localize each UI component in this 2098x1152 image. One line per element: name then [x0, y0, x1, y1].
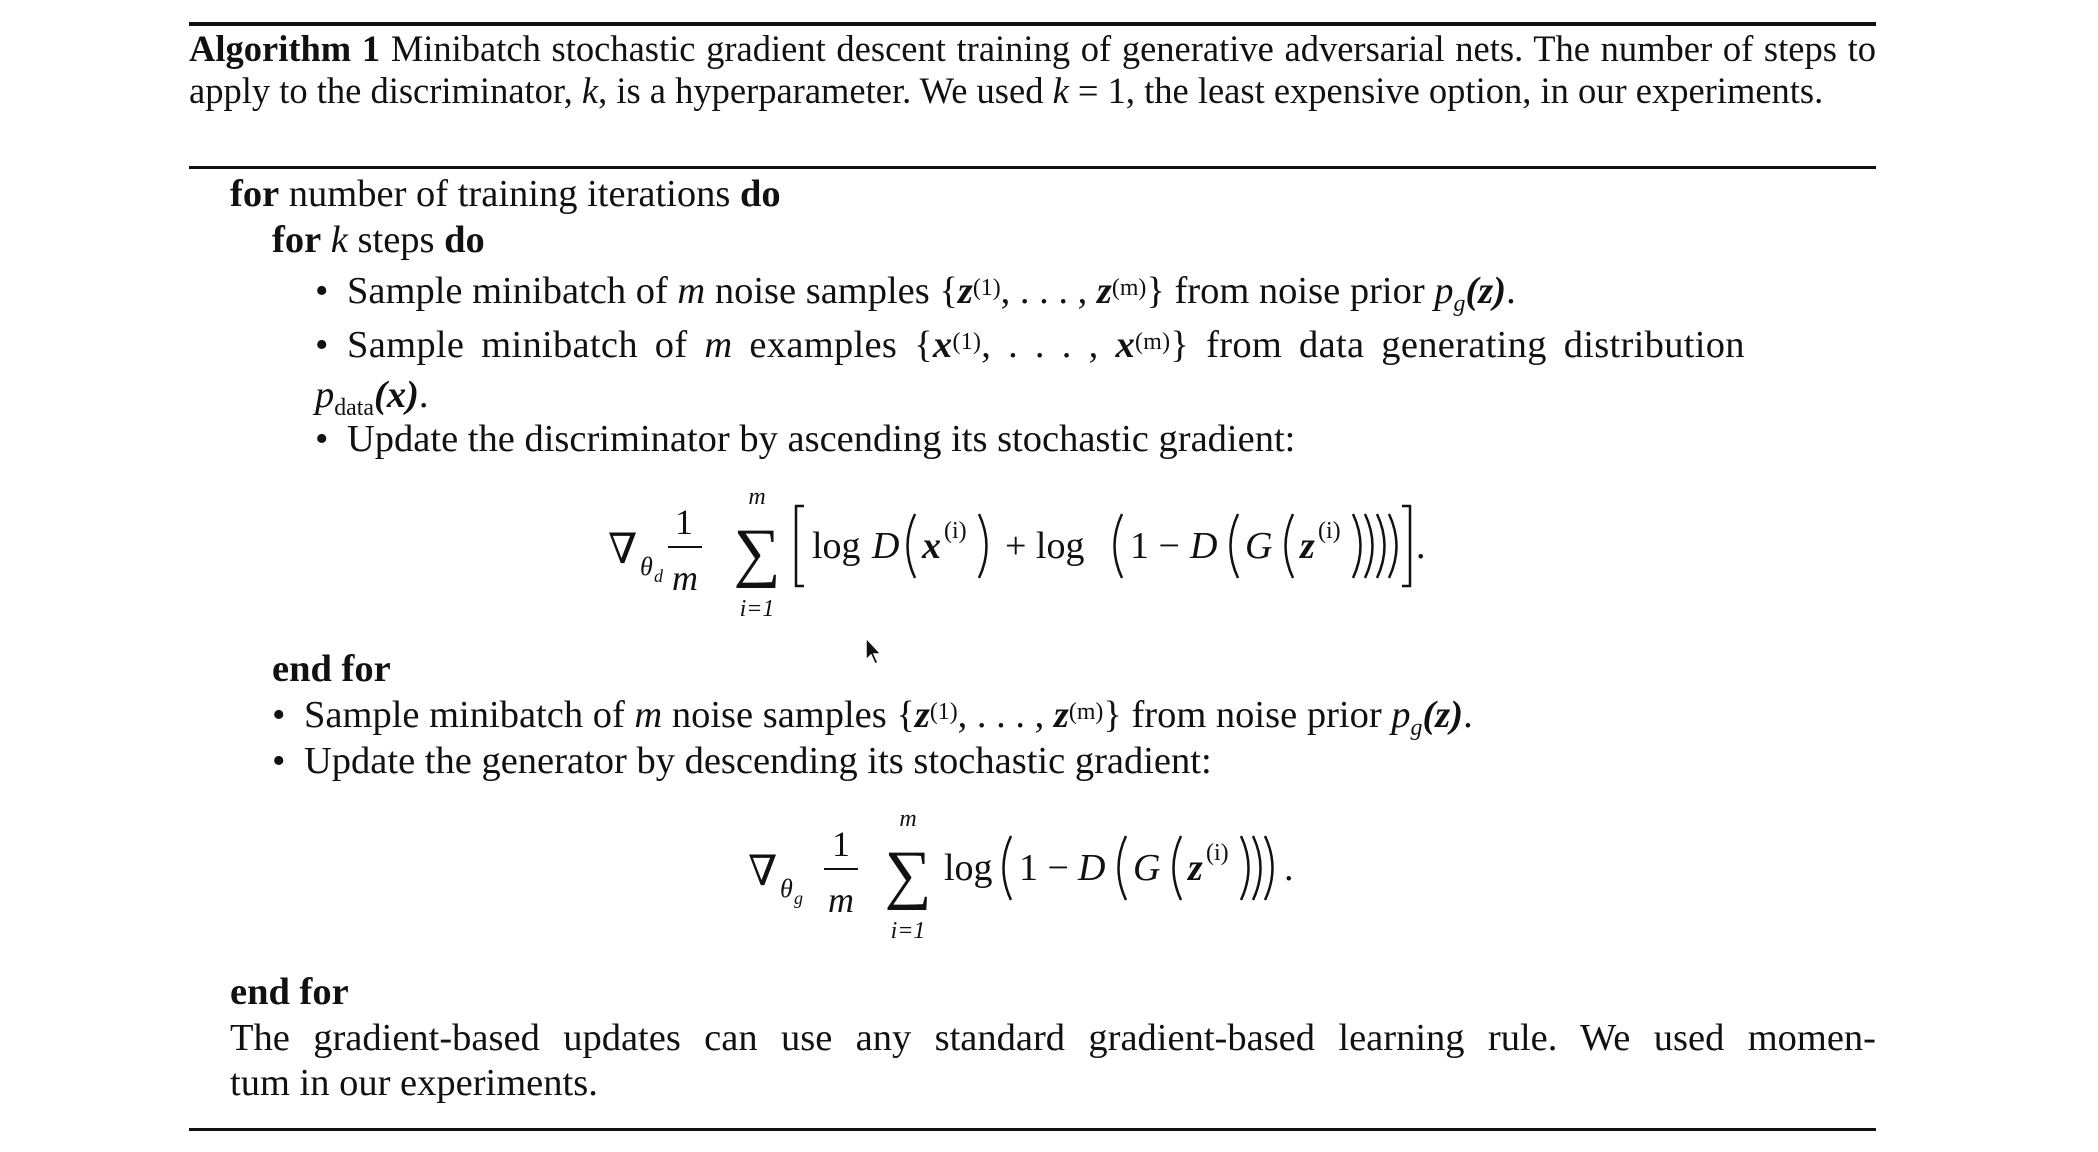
math-z: z	[957, 270, 973, 312]
inner-for-keyword: for	[272, 219, 322, 261]
step-text: noise samples {	[662, 694, 915, 736]
math-dots: , . . . ,	[957, 694, 1054, 736]
superscript: (1)	[972, 274, 1001, 301]
math-z: z	[914, 694, 930, 736]
generator-symbol: G	[1133, 847, 1161, 889]
superscript: (m)	[1068, 698, 1104, 725]
math-x: x	[932, 324, 953, 366]
superscript: (1)	[929, 698, 958, 725]
fraction-numerator: 1	[832, 824, 850, 864]
top-rule	[189, 22, 1876, 26]
bullet-icon: •	[272, 694, 286, 736]
bullet-icon: •	[315, 270, 329, 312]
caption-text-2: , is a hyperparameter. We used	[598, 70, 1053, 111]
math-dots: , . . . ,	[1000, 270, 1097, 312]
fraction-denominator: m	[828, 880, 854, 920]
math-z: z	[1053, 694, 1069, 736]
period: .	[1506, 270, 1516, 312]
summation-symbol: ∑	[733, 516, 781, 589]
nabla-symbol: ∇	[608, 527, 638, 573]
math-m: m	[677, 270, 706, 312]
bullet-icon: •	[272, 740, 286, 782]
outer-do-keyword: do	[740, 173, 781, 215]
caption-text-1: Minibatch stochastic gradient descent training of generative adversarial nets. The number of steps to apply to the discriminator,	[189, 28, 1877, 111]
inner-end-for: end for	[272, 648, 391, 690]
step-text: examples {	[732, 324, 933, 366]
math-m: m	[704, 324, 733, 366]
caption-rule	[189, 166, 1876, 169]
discriminator-symbol: D	[1078, 847, 1106, 889]
math-p: p	[1434, 270, 1454, 312]
equation-period: .	[1416, 525, 1426, 567]
step-text: Update the generator by descending its stochastic gradient:	[304, 740, 1212, 782]
sum-upper-limit: m	[899, 806, 917, 832]
inner-examples-step	[315, 322, 1876, 373]
sum-upper-limit: m	[748, 484, 766, 510]
math-m: m	[634, 694, 663, 736]
inner-loop-text: steps	[347, 219, 445, 261]
log-function: log	[812, 525, 861, 567]
fraction-numerator: 1	[675, 502, 693, 542]
outer-loop-header	[230, 171, 781, 217]
math-p: p	[315, 374, 335, 416]
update-discriminator-step	[315, 416, 1295, 462]
step-text: Sample minibatch of	[347, 324, 705, 366]
discriminator-symbol: D	[1190, 525, 1218, 567]
period: .	[418, 374, 429, 416]
superscript-i: (i)	[944, 518, 967, 544]
step-text: Update the discriminator by ascending its stochastic gradient:	[347, 418, 1296, 460]
bullet-icon: •	[315, 418, 329, 460]
theta-subscript: d	[654, 566, 663, 586]
nabla-symbol: ∇	[748, 849, 778, 895]
data-sample-x: x	[922, 525, 941, 567]
discriminator-gradient-equation	[600, 478, 1580, 633]
subscript: g	[1453, 291, 1466, 318]
noise-sample-z: z	[1188, 847, 1203, 889]
period: .	[1463, 694, 1473, 736]
inner-loop-header	[272, 217, 485, 263]
equation-period: .	[1284, 847, 1294, 889]
math-p: p	[1391, 694, 1411, 736]
step-text: Sample minibatch of	[304, 694, 635, 736]
one-minus: 1 −	[1130, 525, 1180, 567]
outer-loop-text: number of training iterations	[279, 173, 740, 215]
algorithm-caption	[189, 28, 1876, 112]
sum-lower-limit: i=1	[890, 918, 926, 944]
outer-for-keyword: for	[230, 173, 280, 215]
inner-loop-k: k	[330, 219, 348, 261]
step-text: noise samples {	[705, 270, 958, 312]
math-arg: (z)	[1465, 270, 1507, 312]
math-arg: (z)	[1422, 694, 1464, 736]
math-x: x	[1115, 324, 1136, 366]
math-dots: , . . . ,	[981, 324, 1116, 366]
superscript: (m)	[1111, 274, 1147, 301]
bullet-icon: •	[315, 324, 329, 366]
step-text: } from noise prior	[1103, 694, 1392, 736]
math-arg: (x)	[374, 374, 419, 416]
subscript: data	[334, 395, 374, 422]
step-text: Sample minibatch of	[347, 270, 678, 312]
superscript-i: (i)	[1206, 840, 1229, 866]
inner-noise-step	[315, 268, 1516, 319]
caption-k-2: k	[1052, 70, 1069, 111]
superscript: (m)	[1135, 328, 1171, 355]
plus-log: + log	[1005, 525, 1085, 567]
noise-sample-z: z	[1300, 525, 1315, 567]
step-text: } from noise prior	[1146, 270, 1435, 312]
discriminator-symbol: D	[872, 525, 900, 567]
generator-gradient-equation	[740, 800, 1440, 955]
subscript: g	[1410, 715, 1423, 742]
outer-noise-step	[272, 692, 1473, 743]
theta-subscript: g	[794, 888, 803, 908]
footer-note-line-1: The gradient-based updates can use any standard gradient-based learning rule. We used momen-	[230, 1017, 1876, 1059]
caption-text-3: , the least expensive option, in our experiments.	[1125, 70, 1824, 111]
generator-symbol: G	[1245, 525, 1273, 567]
sum-lower-limit: i=1	[739, 596, 775, 622]
one-minus: 1 −	[1019, 847, 1069, 889]
log-function: log	[944, 847, 993, 889]
outer-end-for: end for	[230, 971, 349, 1013]
mouse-cursor-icon	[864, 636, 884, 671]
theta-symbol: θ	[780, 874, 793, 903]
superscript: (1)	[952, 328, 982, 355]
math-z: z	[1096, 270, 1112, 312]
superscript-i: (i)	[1318, 518, 1341, 544]
summation-symbol: ∑	[884, 838, 932, 911]
algorithm-label: Algorithm 1	[189, 28, 381, 69]
caption-eq-one: = 1	[1068, 70, 1126, 111]
update-generator-step	[272, 738, 1212, 784]
theta-symbol: θ	[640, 552, 653, 581]
step-text: } from data generating distribution	[1170, 324, 1745, 366]
fraction-denominator: m	[672, 558, 698, 598]
bottom-rule	[189, 1128, 1876, 1131]
caption-k: k	[581, 70, 599, 111]
inner-do-keyword: do	[444, 219, 485, 261]
footer-note-line-2: tum in our experiments.	[230, 1062, 598, 1104]
